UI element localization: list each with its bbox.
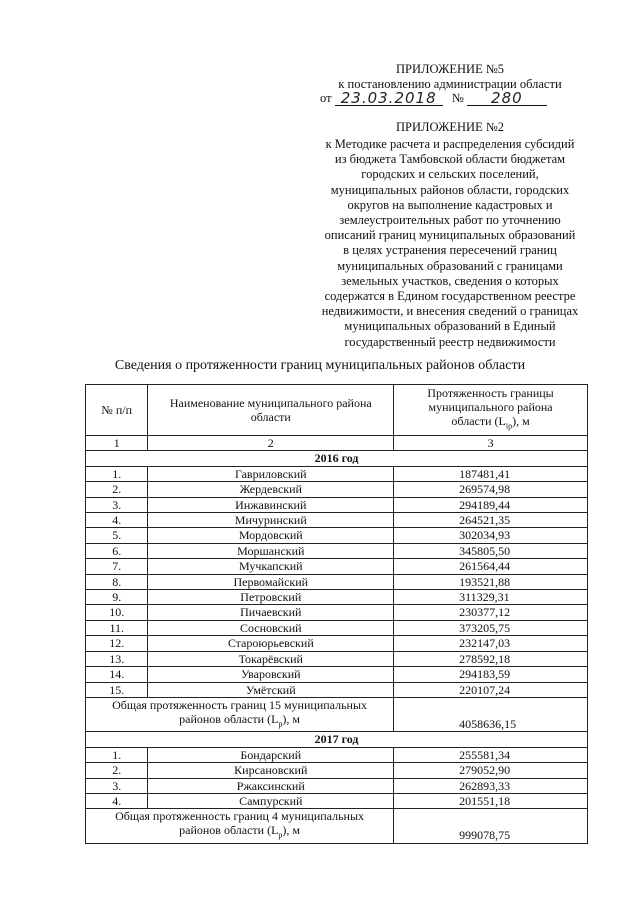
row-length: 294189,44	[394, 497, 588, 512]
table-row	[86, 636, 588, 651]
year-header-2017	[86, 732, 588, 747]
row-num: 7.	[86, 559, 148, 574]
number-field	[467, 90, 547, 106]
appendix2-line: описаний границ муниципальных образований	[324, 228, 576, 243]
appendix5-subtitle: к постановлению администрации области	[338, 77, 562, 91]
table-row	[86, 497, 588, 512]
table-row	[86, 590, 588, 605]
row-length: 201551,18	[394, 793, 588, 808]
table-row	[86, 543, 588, 558]
appendix2-title: ПРИЛОЖЕНИЕ №2	[395, 120, 505, 134]
row-num: 8.	[86, 574, 148, 589]
table-row	[86, 466, 588, 481]
header-length-tail: ), м	[512, 414, 530, 429]
table-row	[86, 574, 588, 589]
total-label-tail: ), м	[282, 823, 300, 838]
total-value: 999078,75	[394, 809, 588, 843]
row-length: 261564,44	[394, 559, 588, 574]
handwritten-date: 23.03.2018	[340, 89, 437, 107]
table-row	[86, 793, 588, 808]
row-length: 269574,98	[394, 482, 588, 497]
appendix2-line: недвижимости, и внесения сведений о границах	[321, 304, 579, 319]
row-length: 279052,90	[394, 763, 588, 778]
appendix2-line: муниципальных районов области, городских	[330, 182, 570, 197]
appendix2-line: землеустроительных работ по уточнению	[339, 213, 561, 228]
row-district: Петровский	[148, 590, 394, 605]
row-num: 14.	[86, 667, 148, 682]
row-length: 262893,33	[394, 778, 588, 793]
table-row	[86, 651, 588, 666]
appendix5-title: ПРИЛОЖЕНИЕ №5	[395, 62, 505, 76]
row-num: 4.	[86, 513, 148, 528]
row-num: 10.	[86, 605, 148, 620]
table-row	[86, 559, 588, 574]
number-prefix: №	[451, 91, 464, 105]
row-district: Кирсановский	[148, 763, 394, 778]
date-field	[335, 90, 443, 106]
table-row	[86, 513, 588, 528]
row-num: 3.	[86, 778, 148, 793]
handwritten-number: 280	[491, 89, 523, 107]
row-district: Моршанский	[148, 543, 394, 558]
row-length: 187481,41	[394, 466, 588, 481]
row-num: 1.	[86, 466, 148, 481]
row-num: 2.	[86, 763, 148, 778]
row-length: 232147,03	[394, 636, 588, 651]
total-label	[86, 809, 394, 843]
appendix2-text	[300, 137, 600, 350]
total-row-2017	[86, 809, 588, 843]
appendix2-line: к Методике расчета и распределения субсидий	[325, 137, 575, 151]
row-district: Мичуринский	[148, 513, 394, 528]
date-number-line	[320, 90, 547, 106]
row-length: 302034,93	[394, 528, 588, 543]
col-number: 3	[394, 436, 588, 451]
total-sub: p	[278, 719, 283, 729]
year-label: 2017 год	[86, 732, 588, 747]
total-label-line2: районов области (L	[179, 823, 279, 838]
appendix2-line: округов на выполнение кадастровых и	[347, 197, 553, 212]
row-length: 345805,50	[394, 543, 588, 558]
row-district: Жердевский	[148, 482, 394, 497]
header-length-line3: области (L	[451, 414, 506, 429]
table-row	[86, 482, 588, 497]
year-label: 2016 год	[86, 451, 588, 466]
row-district: Староюрьевский	[148, 636, 394, 651]
header-length-sub: ip	[505, 421, 513, 431]
row-length: 193521,88	[394, 574, 588, 589]
total-label-line1: Общая протяженность границ 15 муниципальных	[112, 697, 368, 712]
row-district: Ржаксинский	[148, 778, 394, 793]
header-name: Наименование муниципального района области	[148, 385, 394, 436]
row-num: 1.	[86, 747, 148, 762]
table-row	[86, 778, 588, 793]
row-num: 9.	[86, 590, 148, 605]
row-district: Уваровский	[148, 667, 394, 682]
appendix2-line: в целях устранения пересечений границ	[343, 243, 557, 258]
row-district: Мучкапский	[148, 559, 394, 574]
row-district: Первомайский	[148, 574, 394, 589]
row-num: 6.	[86, 543, 148, 558]
col-number: 1	[86, 436, 148, 451]
row-district: Пичаевский	[148, 605, 394, 620]
date-prefix: от	[320, 91, 332, 105]
row-length: 373205,75	[394, 620, 588, 635]
row-num: 3.	[86, 497, 148, 512]
row-length: 294183,59	[394, 667, 588, 682]
appendix2-line: государственный реестр недвижимости	[344, 334, 556, 349]
total-label-line2: районов области (L	[179, 711, 279, 726]
table-row	[86, 747, 588, 762]
row-num: 4.	[86, 793, 148, 808]
appendix2-line: содержатся в Едином государственном реестре	[324, 289, 576, 304]
row-length: 311329,31	[394, 590, 588, 605]
row-length: 255581,34	[394, 747, 588, 762]
appendix2-line: городских и сельских поселений,	[361, 167, 539, 182]
table-row	[86, 528, 588, 543]
document-title: Сведения о протяженности границ муниципальных районов области	[114, 358, 526, 373]
header-length-line2: муниципального района	[428, 400, 553, 415]
year-header-2016	[86, 451, 588, 466]
row-length: 264521,35	[394, 513, 588, 528]
appendix2-line: муниципальных образований с границами	[337, 258, 563, 273]
total-row-2016	[86, 697, 588, 731]
row-district: Гавриловский	[148, 466, 394, 481]
row-district: Мордовский	[148, 528, 394, 543]
row-district: Инжавинский	[148, 497, 394, 512]
row-length: 220107,24	[394, 682, 588, 697]
header-num: № п/п	[86, 385, 148, 436]
row-district: Токарёвский	[148, 651, 394, 666]
row-district: Сосновский	[148, 620, 394, 635]
total-label	[86, 697, 394, 731]
district-borders-table	[85, 384, 588, 844]
row-district: Бондарский	[148, 747, 394, 762]
row-num: 15.	[86, 682, 148, 697]
total-label-tail: ), м	[282, 711, 300, 726]
row-num: 12.	[86, 636, 148, 651]
table-row	[86, 605, 588, 620]
table-header-row	[86, 385, 588, 436]
total-value: 4058636,15	[394, 697, 588, 731]
appendix2-line: из бюджета Тамбовской области бюджетам	[334, 152, 566, 167]
row-num: 5.	[86, 528, 148, 543]
row-district: Сампурский	[148, 793, 394, 808]
row-num: 13.	[86, 651, 148, 666]
header-length	[394, 385, 588, 436]
row-length: 230377,12	[394, 605, 588, 620]
row-num: 2.	[86, 482, 148, 497]
col-number: 2	[148, 436, 394, 451]
column-numbers-row	[86, 436, 588, 451]
table-row	[86, 667, 588, 682]
row-num: 11.	[86, 620, 148, 635]
row-district: Умётский	[148, 682, 394, 697]
appendix5-block	[300, 62, 600, 92]
total-sub: p	[278, 830, 283, 840]
total-label-line1: Общая протяженность границ 4 муниципальных	[115, 809, 365, 824]
table-row	[86, 620, 588, 635]
table-row	[86, 682, 588, 697]
row-length: 278592,18	[394, 651, 588, 666]
table-row	[86, 763, 588, 778]
appendix2-line: муниципальных образований в Единый	[344, 319, 556, 334]
header-length-line1: Протяженность границы	[427, 386, 554, 401]
appendix2-line: земельных участков, сведения о которых	[341, 273, 559, 288]
